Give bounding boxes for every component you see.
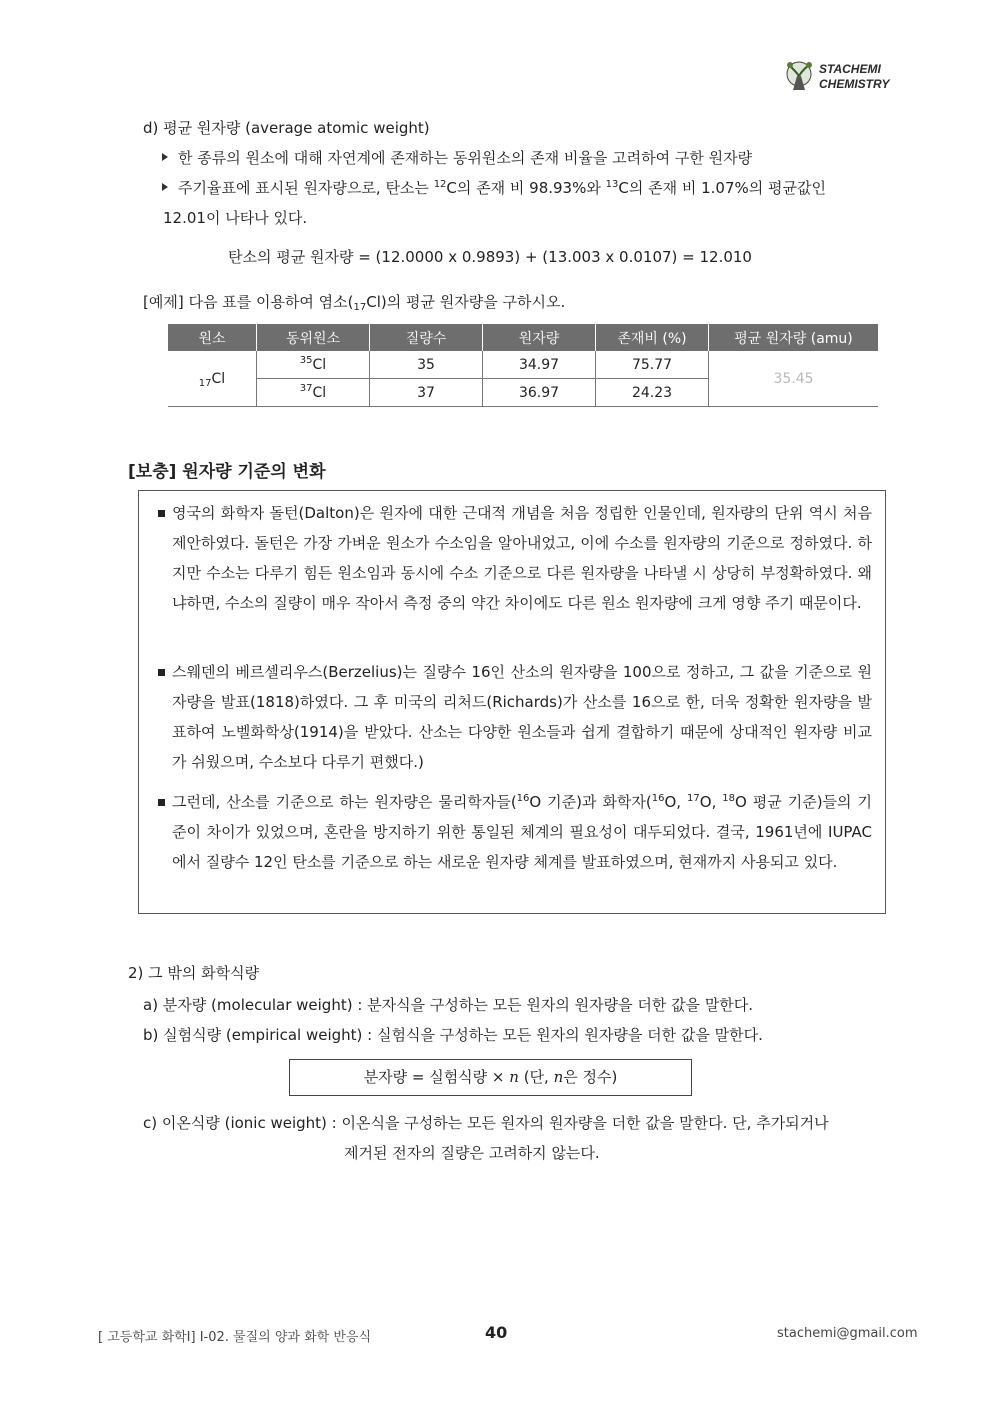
isotope-mass-16: 16 [516, 793, 530, 804]
square-bullet-icon [158, 510, 165, 517]
mass-number-cell: 37 [370, 379, 483, 407]
table-header-row [168, 324, 878, 351]
abundance-cell: 24.23 [596, 379, 709, 407]
bullet-1-text: 한 종류의 원소에 대해 자연계에 존재하는 동위원소의 존재 비율을 고려하여 구한 원자량 [178, 149, 753, 167]
chlorine-isotope-table [168, 324, 878, 407]
formula-text-b: (단, [518, 1068, 554, 1086]
supplement-paragraph-2: 스웨덴의 베르셀리우스(Berzelius)는 질량수 16인 산소의 원자량을 100으로 정하고, 그 값을 기준으로 원자량을 발표(1818)하였다. 그 후 미국의 리처드(Richards)가 산소를 16으로 한, 더욱 정확한 원자량을 발표하여 노벨화학상(1914)을 받았다. 산소는 다양한 원소들과 쉽게 결합하기 때문에 상대적인 원자량 비교가 쉬웠으며, 수소보다 다루기 편했다.) [172, 663, 872, 771]
item-c-ionic-weight: c) 이온식량 (ionic weight) : 이온식을 구성하는 모든 원자의 원자량을 더한 값을 말한다. 단, 추가되거나 [143, 1114, 829, 1132]
p3-text-a: 그런데, 산소를 기준으로 하는 원자량은 물리학자들( [172, 793, 517, 811]
bullet-2-line2: 12.01이 나타나 있다. [163, 209, 308, 227]
isotope-cell [257, 351, 370, 379]
supplement-paragraph-1: 영국의 화학자 돌턴(Dalton)은 원자에 대한 근대적 개념을 처음 정립한 인물인데, 원자량의 단위 역시 처음 제안하였다. 돌턴은 가장 가벼운 원소가 수소임을 알아내었고, 이에 수소를 원자량의 기준으로 정하였다. 하지만 수소는 다루기 힘든 원소임과 동시에 수소 기준으로 다른 원자량을 나타낼 시 상당히 부정확하였다. 왜냐하면, 수소의 질량이 매우 작아서 측정 중의 약간 차이에도 다른 원소 원자량에 크게 영향 주기 때문이다. [172, 504, 872, 612]
item-b-empirical-weight: b) 실험식량 (empirical weight) : 실험식을 구성하는 모든 원자의 원자량을 더한 값을 말한다. [143, 1026, 763, 1044]
item-a-molecular-weight: a) 분자량 (molecular weight) : 분자식을 구성하는 모든 원자의 원자량을 더한 값을 말한다. [143, 996, 754, 1014]
example-prompt [143, 291, 565, 312]
brand-logo [785, 60, 905, 96]
atomic-mass-cell: 36.97 [483, 379, 596, 407]
item-c-ionic-weight-line2: 제거된 전자의 질량은 고려하지 않는다. [344, 1144, 600, 1162]
flask-plant-logo-icon [785, 60, 815, 94]
mass-number-cell: 35 [370, 351, 483, 379]
example-atomic-number: 17 [353, 302, 367, 313]
isotope-mass-18: 18 [722, 793, 736, 804]
square-bullet-icon [158, 799, 165, 806]
bullet-2-text-c: C의 존재 비 1.07%의 평균값인 [618, 179, 826, 197]
element-atomic-number: 17 [198, 377, 212, 389]
isotope-mass-16: 16 [651, 793, 665, 804]
logo-line1: STACHEMI [819, 62, 881, 76]
formula-variable-n: n [553, 1068, 564, 1086]
bullet-2-text-a: 주기율표에 표시된 원자량으로, 탄소는 [178, 179, 434, 197]
isotope-symbol: Cl [312, 384, 327, 401]
abundance-cell: 75.77 [596, 351, 709, 379]
formula-text-c: 은 정수) [563, 1068, 618, 1086]
triangle-bullet-icon [162, 183, 168, 191]
element-cell [168, 351, 257, 407]
isotope-mass: 35 [299, 354, 313, 366]
example-prompt-a: [예제] 다음 표를 이용하여 염소( [143, 293, 354, 311]
supplement-paragraph-3 [172, 787, 872, 877]
bullet-2 [162, 177, 902, 198]
formula-text-a: 분자량 = 실험식량 × [363, 1068, 510, 1086]
isotope-cell [257, 379, 370, 407]
isotope-mass: 37 [299, 382, 313, 394]
header-abundance: 존재비 (%) [596, 324, 709, 351]
triangle-bullet-icon [162, 153, 168, 161]
formula-variable-n: n [509, 1068, 519, 1086]
logo-line2: CHEMISTRY [819, 77, 890, 91]
bullet-2-text-b: C의 존재 비 98.93%와 [446, 179, 606, 197]
average-mass-answer: 35.45 [709, 351, 879, 407]
p3-text-c: O, [664, 793, 688, 811]
p3-text-b: O 기준)과 화학자( [529, 793, 652, 811]
footer-course-title: [ 고등학교 화학Ⅰ] Ⅰ-02. 물질의 양과 화학 반응식 [98, 1330, 372, 1345]
footer-email: stachemi@gmail.com [777, 1326, 918, 1341]
header-atomic-mass: 원자량 [483, 324, 596, 351]
header-average-mass: 평균 원자량 (amu) [709, 324, 879, 351]
isotope-symbol: Cl [312, 356, 327, 373]
isotope-mass-12: 12 [433, 179, 447, 190]
section-2-heading: 2) 그 밖의 화학식량 [128, 964, 260, 982]
p3-text-d: O, [699, 793, 723, 811]
example-prompt-b: Cl)의 평균 원자량을 구하시오. [366, 293, 566, 311]
header-element: 원소 [168, 324, 257, 351]
element-symbol: Cl [211, 370, 226, 387]
atomic-mass-cell: 34.97 [483, 351, 596, 379]
p3-text-e: O 평균 기준)들의 기준이 차이가 있었으며, 혼란을 방지하기 위한 통일된 체계의 필요성이 대두되었다. 결국, 1961년에 IUPAC에서 질량수 12인 탄소를 기준으로 하는 새로운 원자량 체계를 발표하였으며, 현재까지 사용되고 있다. [172, 793, 872, 871]
table-row [168, 351, 878, 379]
square-bullet-icon [158, 669, 165, 676]
bullet-1 [162, 147, 752, 168]
supplement-title: [보충] 원자량 기준의 변화 [128, 462, 326, 482]
section-d-heading: d) 평균 원자량 (average atomic weight) [143, 119, 430, 137]
isotope-mass-13: 13 [605, 179, 619, 190]
header-isotope: 동위원소 [257, 324, 370, 351]
molecular-weight-formula [289, 1059, 692, 1096]
page-number: 40 [485, 1323, 508, 1342]
header-mass-number: 질량수 [370, 324, 483, 351]
carbon-average-formula: 탄소의 평균 원자량 = (12.0000 x 0.9893) + (13.003 x 0.0107) = 12.010 [228, 248, 752, 266]
isotope-mass-17: 17 [687, 793, 700, 804]
